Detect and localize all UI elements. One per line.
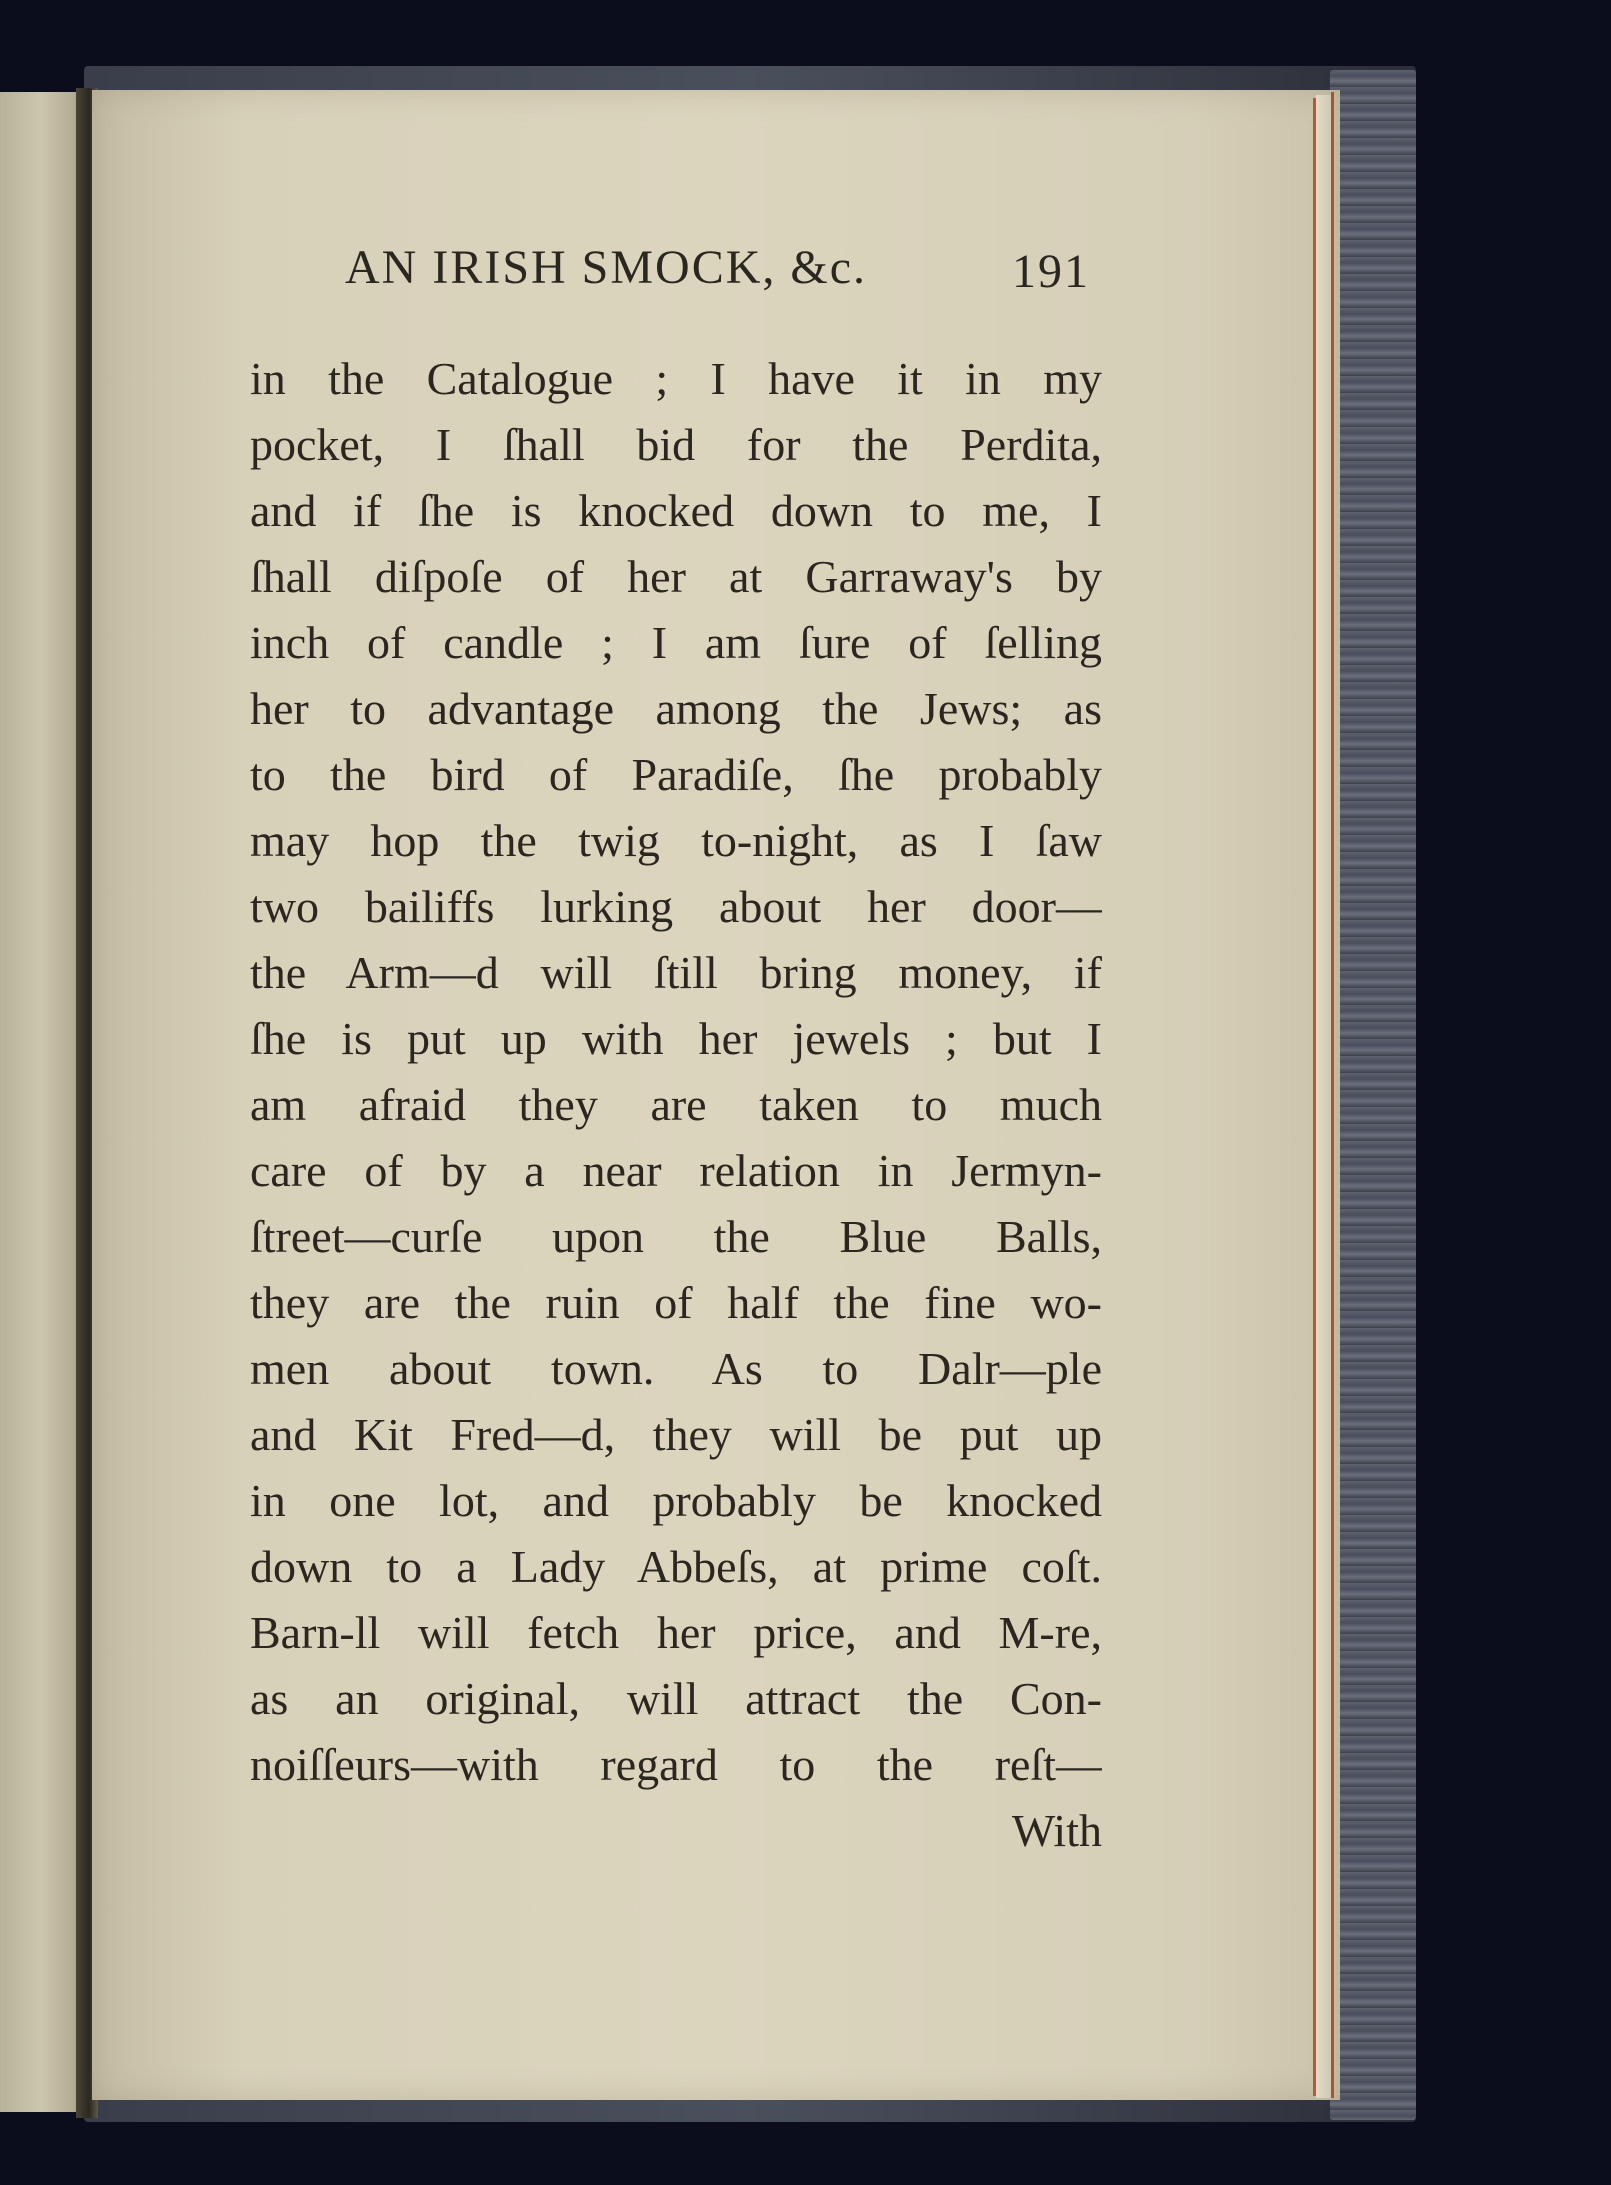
book-cover-edge (1330, 70, 1416, 2120)
text-line: pocket, I ſhall bid for the Perdita, (250, 419, 1102, 470)
text-line: they are the ruin of half the fine wo- (250, 1277, 1102, 1328)
text-line: ſhall diſpoſe of her at Garraway's by (250, 551, 1102, 602)
text-line: noiſſeurs—with regard to the reſt— (250, 1739, 1102, 1790)
text-line: and if ſhe is knocked down to me, I (250, 485, 1102, 536)
text-line: her to advantage among the Jews; as (250, 683, 1102, 734)
text-line: Barn-ll will fetch her price, and M-re, (250, 1607, 1102, 1658)
text-line: in one lot, and probably be knocked (250, 1475, 1102, 1526)
text-line: down to a Lady Abbeſs, at prime coſt. (250, 1541, 1102, 1592)
text-line: the Arm—d will ſtill bring money, if (250, 947, 1102, 998)
text-line: two bailiffs lurking about her door— (250, 881, 1102, 932)
page-edge-strip (1316, 95, 1331, 2098)
page-number: 191 (1012, 245, 1090, 298)
text-line: ſtreet—curſe upon the Blue Balls, (250, 1211, 1102, 1262)
text-line: inch of candle ; I am ſure of ſelling (250, 617, 1102, 668)
page-edge-line (1331, 92, 1334, 2098)
body-text (250, 346, 1102, 1864)
text-line: ſhe is put up with her jewels ; but I (250, 1013, 1102, 1064)
catchword: With (1011, 1805, 1102, 1856)
text-line: may hop the twig to-night, as I ſaw (250, 815, 1102, 866)
page-edge-line (1313, 98, 1316, 2096)
text-line: in the Catalogue ; I have it in my (250, 353, 1102, 404)
text-line: care of by a near relation in Jermyn- (250, 1145, 1102, 1196)
running-head: AN IRISH SMOCK, &c. (345, 241, 868, 294)
text-line: as an original, will attract the Con- (250, 1673, 1102, 1724)
text-line: and Kit Fred—d, they will be put up (250, 1409, 1102, 1460)
text-line: men about town. As to Dalr—ple (250, 1343, 1102, 1394)
text-line: to the bird of Paradiſe, ſhe probably (250, 749, 1102, 800)
text-line: am afraid they are taken to much (250, 1079, 1102, 1130)
